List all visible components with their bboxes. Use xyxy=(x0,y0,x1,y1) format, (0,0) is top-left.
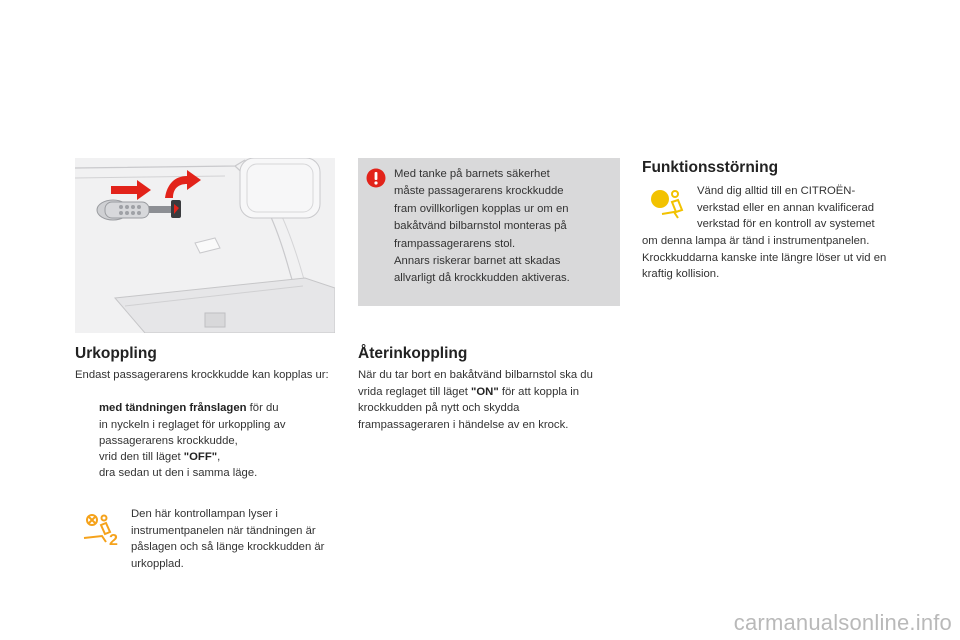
warning-exclamation-icon xyxy=(366,168,386,188)
section-title-urkoppling: Urkoppling xyxy=(75,345,157,362)
aterkoppling-text-pre: När du tar bort en bakåtvänd bilbarnstol ska du vrida reglaget till läget xyxy=(358,369,593,398)
watermark: carmanualsonline.info xyxy=(733,610,952,635)
bullet1-line2: in nyckeln i reglaget för urkoppling av passagerarens krockkudde, xyxy=(99,418,286,447)
svg-text:2: 2 xyxy=(109,532,118,546)
funktion-text-indented: Vänd dig alltid till en CITROËN-verkstad eller en annan kvalificerad verkstad för en kontroll av systemet xyxy=(697,185,875,230)
urkoppling-bullet-3 xyxy=(75,465,337,482)
lamp-note-text: Den här kontrollampan lyser i instrumentpanelen när tändningen är påslagen och så länge krockkudden är urkopplad. xyxy=(131,508,325,570)
section-title-funktionsstorning: Funktionsstörning xyxy=(642,159,779,176)
safety-warning-box xyxy=(358,158,620,306)
aterkoppling-text xyxy=(358,367,598,433)
urkoppling-bullet-2 xyxy=(75,449,337,466)
aterkoppling-text-post: för att koppla in krockkudden på nytt och skydda frampassageraren i händelse av en krock. xyxy=(358,385,580,431)
urkoppling-intro: Endast passagerarens krockkudde kan kopplas ur: xyxy=(75,369,329,381)
bullet3-text: dra sedan ut den i samma läge. xyxy=(99,467,258,479)
airbag-off-lamp-icon xyxy=(80,512,120,546)
bullet1-rest: för du xyxy=(246,402,279,414)
bullet1-bold: med tändningen frånslagen xyxy=(99,402,247,414)
section-title-aterinkoppling: Återinkoppling xyxy=(358,345,468,362)
warning-text: Med tanke på barnets säkerhet måste passagerarens krockkudde fram ovillkorligen kopplas ur om en bakåtvänd bilbarnstol monteras på frampassagerarens stol. Annars riskerar barnet att skadas allvarligt då krockkudden aktiveras. xyxy=(394,168,570,285)
dashboard-drawing xyxy=(75,158,335,333)
aterkoppling-on: "ON" xyxy=(471,385,499,398)
funktion-text: om denna lampa är tänd i instrumentpanelen. Krockkuddarna kanske inte längre löser ut vid en kraftig kollision. xyxy=(642,235,887,280)
bullet2-pre: vrid den till läget xyxy=(99,451,184,463)
passenger-airbag-switch-illustration xyxy=(75,158,335,333)
bullet2-post: , xyxy=(217,451,221,463)
bullet2-bold: "OFF" xyxy=(183,451,218,463)
urkoppling-bullet-1 xyxy=(75,400,337,450)
airbag-fault-icon xyxy=(648,188,688,220)
